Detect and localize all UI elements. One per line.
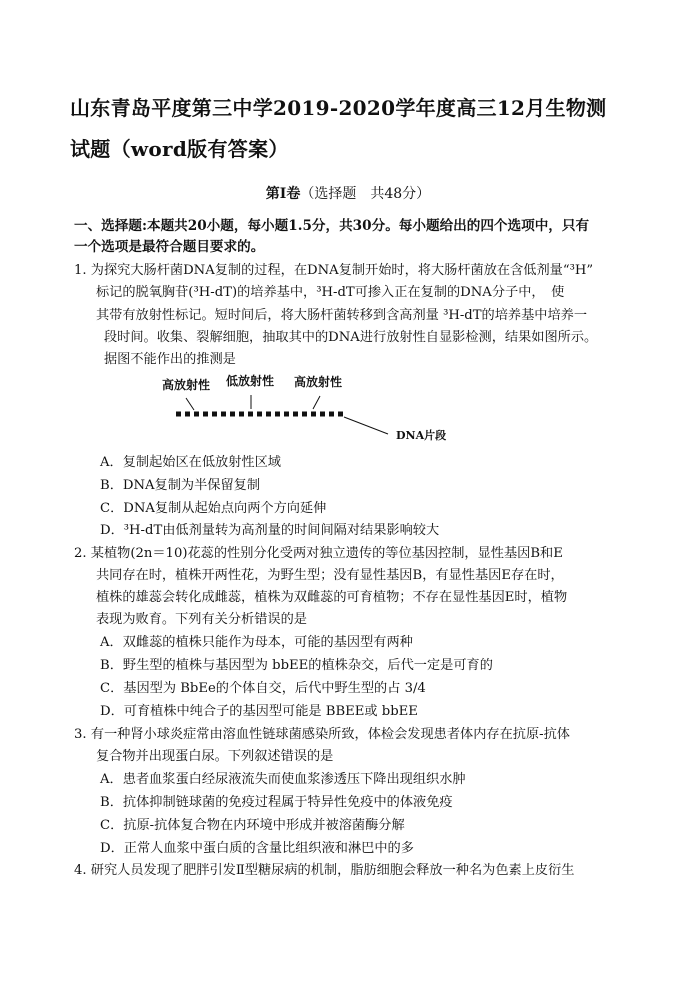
pointer-left <box>186 398 194 410</box>
pointer-right <box>313 396 320 409</box>
section-heading <box>0 183 696 203</box>
pointer-dna <box>344 417 388 434</box>
q3-option-d: D．正常人血浆中蛋白质的含量比组织液和淋巴中的多 <box>100 841 414 856</box>
q1-line-2: 标记的脱氧胸苷(³H-dT)的培养基中，³H-dT可掺入正在复制的DNA分子中， 使 <box>96 285 565 300</box>
q3-option-c: C．抗原-抗体复合物在内环境中形成并被溶菌酶分解 <box>100 818 405 833</box>
q1-line-4: 段时间。收集、裂解细胞，抽取其中的DNA进行放射性自显影检测，结果如图所示。 <box>104 330 598 345</box>
q2-line-4: 表现为败育。下列有关分析错误的是 <box>96 612 307 627</box>
q4-line-1: 4. 研究人员发现了肥胖引发Ⅱ型糖尿病的机制，脂肪细胞会释放一种名为色素上皮衍生 <box>74 863 575 878</box>
q2-line-2: 共同存在时，植株开两性花，为野生型；没有显性基因B，有显性基因E存在时， <box>96 568 564 583</box>
q1-option-c: C．DNA复制从起始点向两个方向延伸 <box>100 501 327 516</box>
label-low-radioactivity: 低放射性 <box>226 374 275 388</box>
q2-option-b: B．野生型的植株与基因型为 bbEE的植株杂交，后代一定是可育的 <box>100 658 493 673</box>
q3-line-2: 复合物并出现蛋白尿。下列叙述错误的是 <box>96 749 334 764</box>
document-title-line-2: 试题（word版有答案） <box>70 137 289 161</box>
q3-line-1: 3. 有一种肾小球炎症常由溶血性链球菌感染所致，体检会发现患者体内存在抗原-抗体 <box>74 727 570 742</box>
section-detail: （选择题 共48分） <box>300 186 431 202</box>
q2-option-c: C．基因型为 BbEe的个体自交，后代中野生型的占 3/4 <box>100 681 426 696</box>
q1-option-a: A．复制起始区在低放射性区域 <box>100 455 281 470</box>
q2-line-1: 2. 某植物(2n＝10)花蕊的性别分化受两对独立遗传的等位基因控制，显性基因B和E <box>74 546 563 561</box>
q2-line-3: 植株的雄蕊会转化成雌蕊，植株为双雌蕊的可育植物；不存在显性基因E时，植物 <box>96 590 568 605</box>
q1-line-5: 据图不能作出的推测是 <box>104 352 236 367</box>
document-title-line-1: 山东青岛平度第三中学2019-2020学年度高三12月生物测 <box>70 96 607 120</box>
dna-radiography-diagram <box>160 368 460 446</box>
q2-option-a: A．双雌蕊的植株只能作为母本，可能的基因型有两种 <box>100 635 413 650</box>
q2-option-d: D．可育植株中纯合子的基因型可能是 BBEE或 bbEE <box>100 704 418 719</box>
instructions-line-2: 一个选项是最符合题目要求的。 <box>74 239 265 255</box>
label-high-radioactivity-left: 高放射性 <box>162 378 211 392</box>
instructions-line-1: 一、选择题:本题共20小题，每小题1.5分，共30分。每小题给出的四个选项中，只有 <box>74 218 590 234</box>
q1-option-d: D．³H-dT由低剂量转为高剂量的时间间隔对结果影响较大 <box>100 523 440 538</box>
q3-option-b: B．抗体抑制链球菌的免疫过程属于特异性免疫中的体液免疫 <box>100 795 453 810</box>
label-dna-fragment: DNA片段 <box>396 429 447 442</box>
section-label: 第Ⅰ卷 <box>265 186 301 202</box>
q1-line-1: 1. 为探究大肠杆菌DNA复制的过程，在DNA复制开始时，将大肠杆菌放在含低剂量“³H” <box>74 263 594 278</box>
q1-line-3: 其带有放射性标记。短时间后，将大肠杆菌转移到含高剂量 ³H-dT的培养基中培养一 <box>96 308 588 323</box>
q3-option-a: A．患者血浆蛋白经尿液流失而使血浆渗透压下降出现组织水肿 <box>100 772 466 787</box>
label-high-radioactivity-right: 高放射性 <box>294 375 343 389</box>
q1-option-b: B．DNA复制为半保留复制 <box>100 478 261 493</box>
